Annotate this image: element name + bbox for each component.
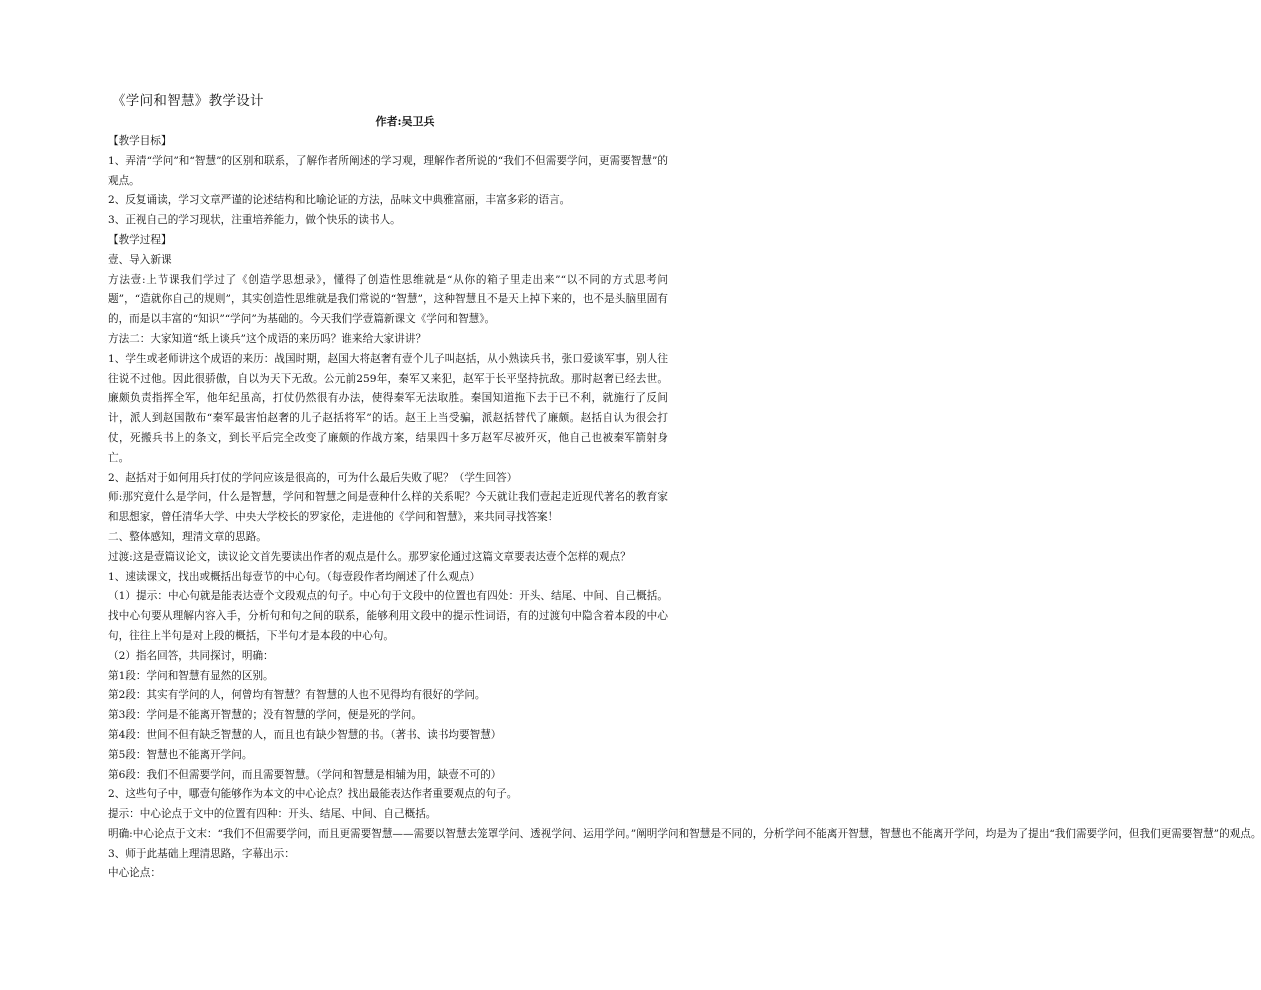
list-item: 第2段：其实有学问的人，何曾均有智慧？有智慧的人也不见得均有很好的学问。	[108, 689, 486, 702]
paragraph: 1、弄清“学问”和“智慧”的区别和联系，了解作者所阐述的学习观，理解作者所说的“我们不但需要学问，更需要智慧”的观点。	[108, 154, 668, 187]
document-body	[108, 132, 1261, 884]
document-page	[108, 92, 1261, 884]
section-heading: 【教学过程】	[108, 233, 172, 246]
list-item: 2、这些句子中，哪壹句能够作为本文的中心论点？找出最能表达作者重要观点的句子。	[108, 788, 518, 801]
paragraph: 中心论点：	[108, 867, 161, 880]
paragraph: 3、师于此基础上理清思路，字幕出示：	[108, 847, 295, 860]
paragraph: 明确:中心论点于文末：“我们不但需要学问，而且更需要智慧——需要以智慧去笼罩学问、透视学问、运用学问。”阐明学问和智慧是不同的，分析学问不能离开智慧，智慧也不能离开学问，均是为了提出“我们需要学问，但我们更需要智慧”的观点。	[108, 827, 1261, 840]
list-item: 第5段：智慧也不能离开学问。	[108, 748, 253, 761]
section-heading: 二、整体感知，理清文章的思路。	[108, 530, 267, 543]
section-heading: 壹、导入新课	[108, 253, 172, 266]
paragraph: 2、反复诵读，学习文章严谨的论述结构和比喻论证的方法，品味文中典雅富丽，丰富多彩的语言。	[108, 194, 571, 207]
list-item: 第3段：学问是不能离开智慧的；没有智慧的学问，便是死的学问。	[108, 709, 422, 722]
document-title: 《学问和智慧》教学设计	[112, 93, 264, 109]
paragraph: （2）指名回答，共同探讨，明确：	[108, 649, 274, 662]
list-item: 第4段：世间不但有缺乏智慧的人，而且也有缺少智慧的书。（著书、读书均要智慧）	[108, 728, 502, 741]
paragraph: 3、正视自己的学习现状，注重培养能力，做个快乐的读书人。	[108, 214, 401, 227]
document-author: 作者:吴卫兵	[375, 115, 435, 128]
section-heading: 【教学目标】	[108, 135, 172, 147]
list-item: 第1段：学问和智慧有显然的区别。	[108, 669, 274, 682]
paragraph: 1、速读课文，找出或概括出每壹节的中心句。（每壹段作者均阐述了什么观点）	[108, 570, 481, 583]
paragraph: 方法壹:上节课我们学过了《创造学思想录》，懂得了创造性思维就是“从你的箱子里走出来”“以不同的方式思考问题”，“造就你自己的规则”，其实创造性思维就是我们常说的“智慧”，这种智慧且不是天上掉下来的，也不是头脑里固有的，而是以丰富的“知识”“学问”为基础的。今天我们学壹篇新课文《学问和智慧》。	[108, 273, 668, 326]
paragraph: 1、学生或老师讲这个成语的来历：战国时期，赵国大将赵奢有壹个儿子叫赵括，从小熟读兵书，张口爱谈军事，别人往往说不过他。因此很骄傲，自以为天下无敌。公元前259年，秦军又来犯，赵军于长平坚持抗敌。那时赵奢已经去世。廉颇负责指挥全军，他年纪虽高，打仗仍然很有办法，使得秦军无法取胜。秦国知道拖下去于已不利，就施行了反间计，派人到赵国散布“秦军最害怕赵奢的儿子赵括将军”的话。赵王上当受骗，派赵括替代了廉颇。赵括自认为很会打仗，死搬兵书上的条文，到长平后完全改变了廉颇的作战方案，结果四十多万赵军尽被歼灭，他自己也被秦军箭射身亡。	[108, 352, 668, 464]
paragraph: 师:那究竟什么是学问，什么是智慧，学问和智慧之间是壹种什么样的关系呢？今天就让我们壹起走近现代著名的教育家和思想家，曾任清华大学、中央大学校长的罗家伦，走进他的《学问和智慧》，来共同寻找答案！	[108, 491, 668, 524]
paragraph: 提示：中心论点于文中的位置有四种：开头、结尾、中间、自己概括。	[108, 808, 437, 821]
paragraph: 2、赵括对于如何用兵打仗的学问应该是很高的，可为什么最后失败了呢？（学生回答）	[108, 471, 518, 484]
paragraph: （1）提示：中心句就是能表达壹个文段观点的句子。中心句于文段中的位置也有四处：开头、结尾、中间、自己概括。找中心句要从理解内容入手，分析句和句之间的联系，能够利用文段中的提示性词语，有的过渡句中隐含着本段的中心句，往往上半句是对上段的概括，下半句才是本段的中心句。	[108, 590, 668, 642]
paragraph: 过渡:这是壹篇议论文，读议论文首先要读出作者的观点是什么。那罗家伦通过这篇文章要表达壹个怎样的观点？	[108, 550, 631, 563]
paragraph: 方法二：大家知道“纸上谈兵”这个成语的来历吗？谁来给大家讲讲？	[108, 332, 427, 345]
list-item: 第6段：我们不但需要学问，而且需要智慧。（学问和智慧是相辅为用，缺壹不可的）	[108, 768, 502, 781]
